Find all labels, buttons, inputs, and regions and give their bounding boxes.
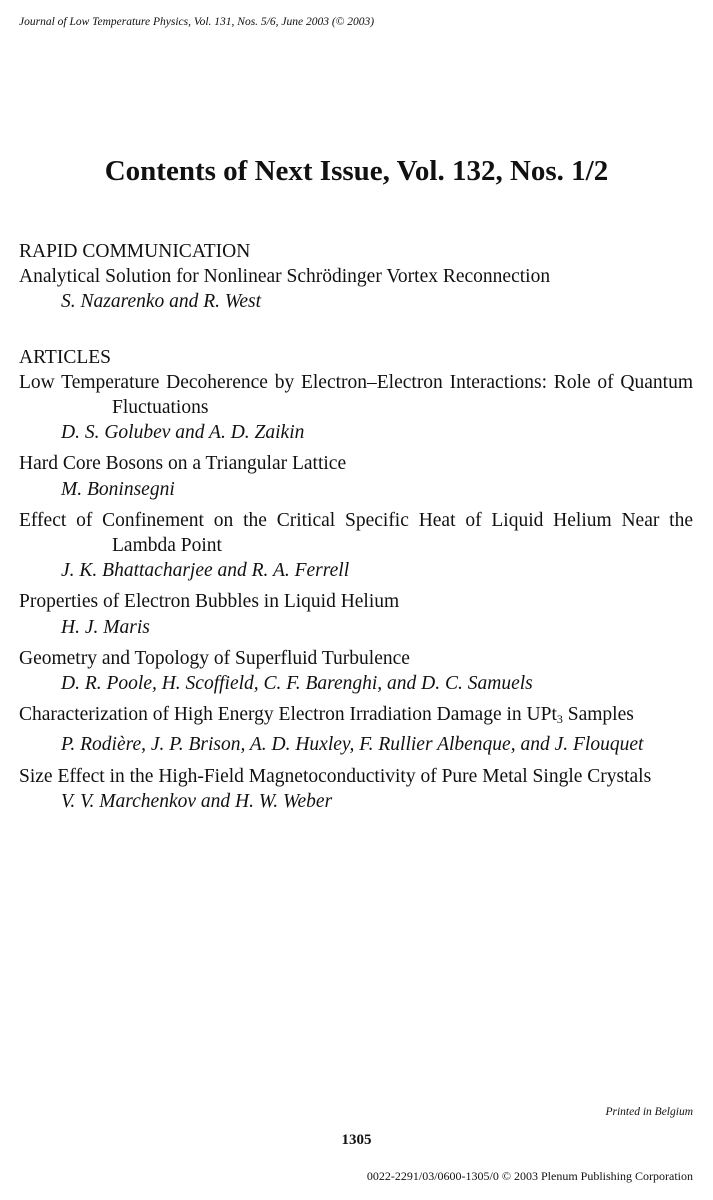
section-heading: ARTICLES [19,346,111,368]
article-authors: H. J. Maris [61,616,150,638]
article-title-tail: Samples [562,704,634,726]
toc-entry [19,264,693,314]
article-title [19,702,693,732]
toc-entry [19,646,693,696]
toc-entry [19,702,693,757]
article-title-main: Characterization of High Energy Electron Irradiation Damage in UPt [19,704,557,726]
page-number: 1305 [341,1132,372,1148]
toc-entry [19,451,693,501]
section-articles [19,345,693,814]
article-title: Analytical Solution for Nonlinear Schrödinger Vortex Reconnection [19,266,551,288]
toc-entry [19,764,693,814]
running-head: Journal of Low Temperature Physics, Vol. 131, Nos. 5/6, June 2003 (© 2003) [19,16,375,28]
article-title: Properties of Electron Bubbles in Liquid Helium [19,591,400,613]
printed-in-note: Printed in Belgium [605,1106,693,1118]
toc-entry [19,370,693,446]
table-of-contents [19,239,693,814]
article-title: Effect of Confinement on the Critical Specific Heat of Liquid Helium Near the Lambda Point [19,509,693,557]
copyright-line: 0022-2291/03/0600-1305/0 © 2003 Plenum Publishing Corporation [366,1169,693,1183]
article-title: Low Temperature Decoherence by Electron–Electron Interactions: Role of Quantum Fluctuations [19,371,693,419]
article-authors: P. Rodière, J. P. Brison, A. D. Huxley, F. Rullier Albenque, and J. Flouquet [61,734,644,756]
article-authors: S. Nazarenko and R. West [61,291,262,313]
subscript: 3 [556,712,563,727]
section-heading: RAPID COMMUNICATION [19,241,251,262]
article-title: Geometry and Topology of Superfluid Turbulence [19,647,410,669]
article-authors: J. K. Bhattacharjee and R. A. Ferrell [61,560,350,582]
toc-entry [19,508,693,584]
page-title: Contents of Next Issue, Vol. 132, Nos. 1/2 [104,155,609,187]
article-title: Hard Core Bosons on a Triangular Lattice [19,453,347,475]
article-title: Size Effect in the High-Field Magnetoconductivity of Pure Metal Single Crystals [19,765,652,787]
article-authors: D. S. Golubev and A. D. Zaikin [61,422,305,444]
section-rapid-communication [19,239,693,315]
article-authors: M. Boninsegni [61,478,175,500]
article-authors: D. R. Poole, H. Scoffield, C. F. Barenghi, and D. C. Samuels [61,673,533,695]
toc-entry [19,589,693,639]
article-authors: V. V. Marchenkov and H. W. Weber [61,790,333,812]
